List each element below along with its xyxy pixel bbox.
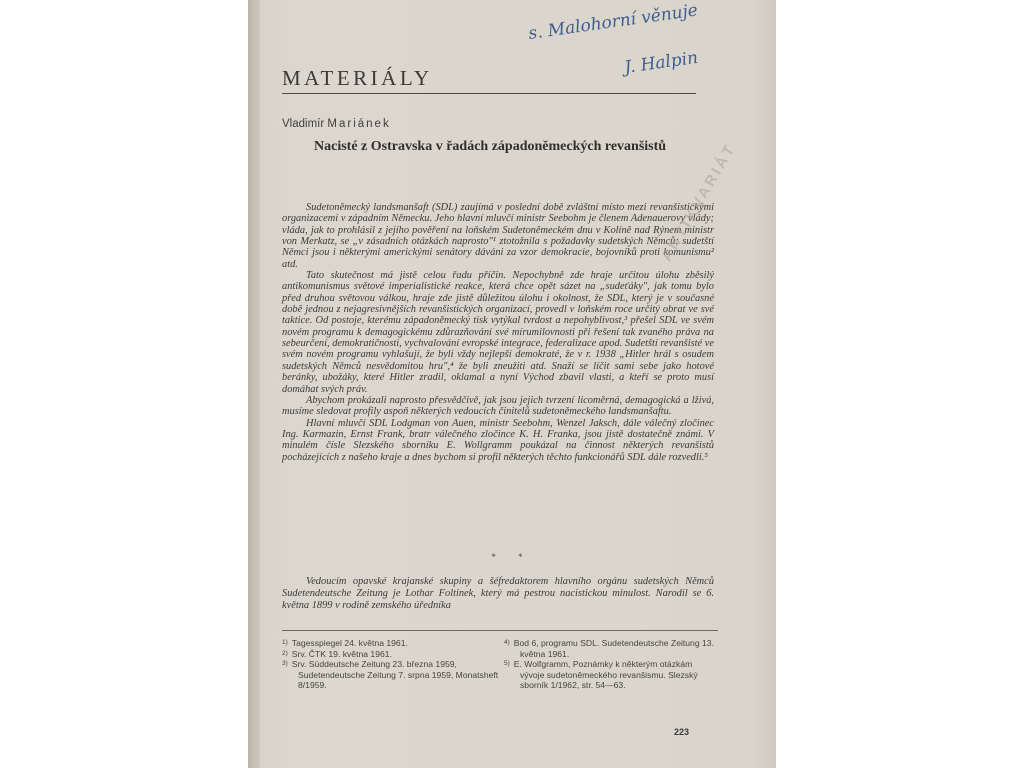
footnote-number: 3)	[282, 660, 288, 668]
footnote-text: Tagesspiegel 24. května 1961.	[291, 638, 408, 648]
author-surname: Mariánek	[327, 118, 391, 130]
article-author	[282, 118, 391, 130]
handwritten-dedication-line-1: s. Malohorní věnuje	[527, 0, 700, 44]
article-body-continued	[282, 576, 714, 612]
section-separator: * *	[491, 552, 533, 562]
footnote-2	[282, 649, 502, 660]
paragraph-3: Abychom prokázali naprosto přesvědčivě, jak jsou jejich tvrzení licoměrná, demagogická a lživá, musíme sledovat profily aspoň některých vedoucích činitelů sudetoněmeckého landsmanšaftu.	[282, 394, 714, 418]
footnote-number: 4)	[504, 639, 510, 646]
footnote-1	[282, 638, 502, 649]
paragraph-2: Tato skutečnost má jistě celou řadu příčin. Nepochybně zde hraje určitou úlohu zběsilý antikomunismus světové imperialistické reakce, která chce opět sázet na „sudeťáky", jak tomu bylo před druhou světovou válkou, hraje zde jistě důležitou úlohu i okolnost, že SDL, který je v současné době jednou z nejagresivnějších revanšistických organizací, provedl v loňském roce určitý obrat ve své taktice. Od postoje, kterému západoněmecký tisk vytýkal tvrdost a nepohyblivost,³ přešel SDL ve svém novém programu k demagogickému zdůrazňování své mírumilovnosti při řešení tak zvaného práva na sebeurčení, demokratičnosti, vychvalování evropské integrace, federalizace apod. Sudetští revanšisté ve svém novém programu vyhlašují, že byli vždy nejlepší demokraté, že v r. 1938 „Hitler hrál s osudem sudetských Němců nesvědomitou hru",⁴ že byli zneužiti atd. Snaží se líčit sami sebe jako hotové beránky, ubožáky, které Hitler zradil, oklamal a nyní Východ zbavil vlasti, a kteří se proto musí domáhat svých práv.	[282, 270, 714, 395]
footnote-number: 2)	[282, 649, 288, 657]
article-body	[282, 202, 714, 463]
footnote-divider	[282, 630, 718, 631]
footnote-text: Bod 6, programu SDL. Sudetendeutsche Zeitung 13. května 1961.	[513, 638, 714, 659]
footnote-4	[504, 638, 718, 659]
paragraph-4: Hlavní mluvčí SDL Lodgman von Auen, ministr Seebohm, Wenzel Jaksch, dále válečný zločinec Ing. Karmazin, Ernst Frank, bratr válečného zločince K. H. Franka, jsou jistě dostatečně známi. V minulém čísle Slezského sborníku E. Wollgramm poukázal na činnost některých revanšistů pocházejících z našeho kraje a dnes bychom si profil některých těchto funkcionářů SDL dále rozvedli.⁵	[282, 417, 714, 463]
footnote-text: Srv. ČTK 19. května 1961.	[291, 648, 392, 659]
section-divider	[282, 93, 696, 94]
footnote-3	[282, 659, 502, 691]
paragraph-1: Sudetoněmecký landsmanšaft (SDL) zaujímá v poslední době zvláštní místo mezi revanšistickými organizacemi v západním Německu. Jeho hlavní mluvčí ministr Seebohm je členem Adenauerovy vlády; vláda, jak to prohlásil z jejího pověření na loňském Sudetoněmeckém dnu v Kolíně nad Rýnem ministr von Merkatz, se „v zásadních otázkách naprosto"¹ ztotožnila s požadavky sudetských Němců; sudetští Němci jsou i některými americkými senátory dáváni za vzor demokracie, bojovníků proti komunismu² atd.	[282, 202, 714, 270]
footnote-text: E. Wolfgramm, Poznámky k některým otázkám vývoje sudetoněmeckého revanšismu. Slezský sborník 1/1962, str. 54—63.	[513, 659, 698, 691]
footnote-number: 1)	[282, 639, 288, 646]
handwritten-signature: J. Halpin	[623, 47, 700, 78]
page-binding-edge	[248, 0, 260, 768]
footnote-text: Srv. Süddeutsche Zeitung 23. března 1959, Sudetendeutsche Zeitung 7. srpna 1959, Monatsheft 8/1959.	[291, 659, 499, 691]
paragraph-5: Vedoucím opavské krajanské skupiny a šéfredaktorem hlavního orgánu sudetských Němců Sudetendeutsche Zeitung je Lothar Foltinek, který má pestrou nacistickou minulost. Narodil se 6. května 1899 v rodině zemského úředníka	[282, 576, 714, 611]
footnotes-right-column	[504, 638, 718, 691]
document-page	[248, 0, 776, 768]
footnote-5	[504, 659, 718, 691]
footnote-number: 5)	[504, 660, 510, 668]
section-title: MATERIÁLY	[282, 66, 433, 90]
watermark: ANTIKVARIÁT	[658, 140, 740, 265]
author-first-name: Vladimír	[282, 118, 325, 130]
footnotes-left-column	[282, 638, 502, 691]
page-number: 223	[674, 727, 690, 737]
article-title: Nacisté z Ostravska v řadách západoněmeckých revanšistů	[314, 139, 667, 154]
